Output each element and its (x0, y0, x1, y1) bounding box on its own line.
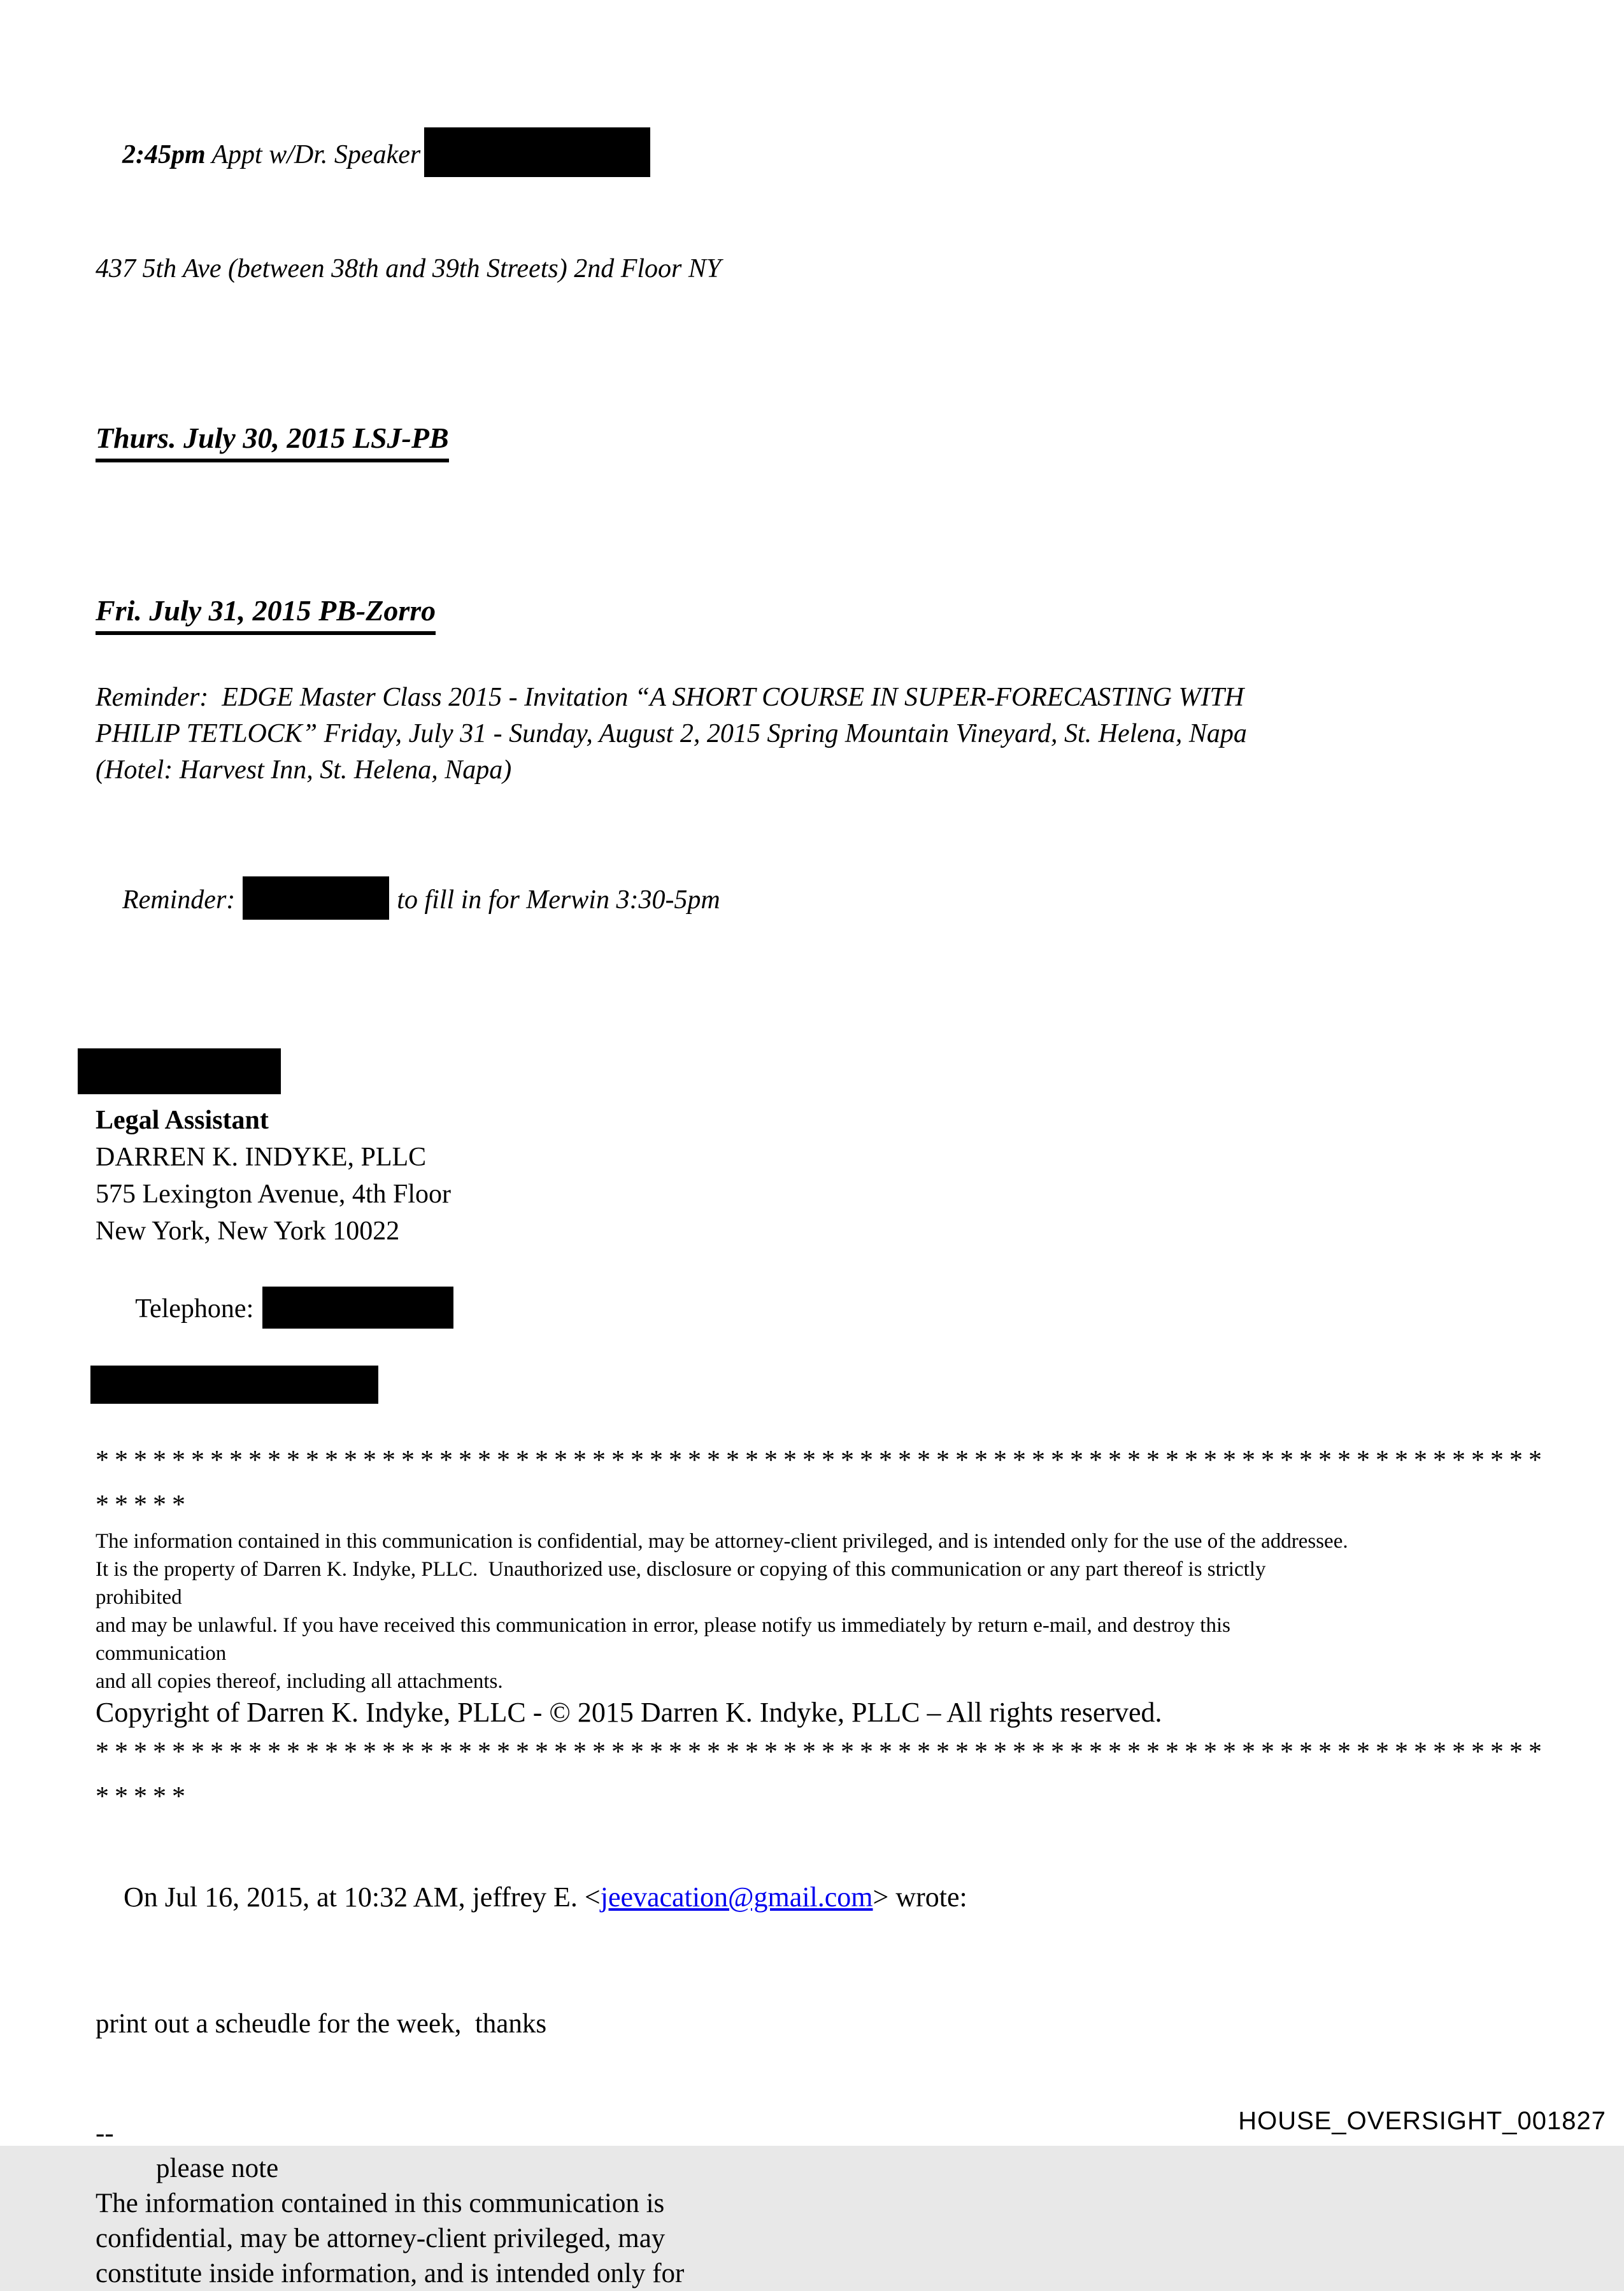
signature-block (96, 1102, 1624, 1404)
appointment-text: Appt w/Dr. Speaker (205, 140, 421, 169)
quoted-email-header (96, 1848, 1624, 1947)
message-body: print out a scheudle for the week, thanks (96, 2009, 547, 2039)
heading-thursday (96, 420, 1624, 462)
signature-firm: DARREN K. INDYKE, PLLC (96, 1143, 427, 1172)
quote-header-prefix: On Jul 16, 2015, at 10:32 AM, jeffrey E. < (124, 1881, 601, 1913)
quoted-notice-line-3: constitute inside information, and is intended only for (96, 2259, 685, 2288)
reminder-edge-line2: PHILIP TETLOCK” Friday, July 31 - Sunday, August 2, 2015 Spring Mountain Vineyard, St. Helena, Napa (96, 719, 1247, 748)
asterisk-separator-top (96, 1438, 1624, 1527)
asterisk-row-long-2: **************************************************************************** (96, 1738, 1548, 1767)
reminder-edge-line1: Reminder: EDGE Master Class 2015 - Invitation “A SHORT COURSE IN SUPER-FORECASTING WITH (96, 683, 1244, 712)
confidentiality-notice (96, 1527, 1624, 1695)
reminder-edge-line3: (Hotel: Harvest Inn, St. Helena, Napa) (96, 755, 512, 785)
quote-header-suffix: > wrote: (873, 1881, 967, 1913)
redaction-box-signature-name (78, 1048, 281, 1094)
phone-label: Telephone: (135, 1294, 254, 1324)
appointment-time: 2:45pm (122, 140, 206, 169)
signature-address2: New York, New York 10022 (96, 1217, 400, 1246)
quoted-notice-line-2: confidential, may be attorney-client privileged, may (96, 2223, 666, 2253)
quoted-signature-fragment (96, 2116, 1624, 2291)
heading-friday (96, 593, 1624, 635)
signature-address1: 575 Lexington Avenue, 4th Floor (96, 1180, 451, 1209)
appointment-line (96, 89, 1624, 215)
quoted-notice-line-1: The information contained in this communication is (96, 2188, 665, 2218)
signature-phone-line (96, 1250, 1624, 1366)
notice-line-2: It is the property of Darren K. Indyke, PLLC. Unauthorized use, disclosure or copying of this communication or any part thereof is strictly (96, 1558, 1266, 1581)
redaction-box-phone-number (262, 1287, 453, 1329)
notice-line-5: communication (96, 1642, 227, 1665)
copyright-line: Copyright of Darren K. Indyke, PLLC - © 2015 Darren K. Indyke, PLLC – All rights reserved. (96, 1697, 1162, 1728)
reminder-merwin-suffix: to fill in for Merwin 3:30-5pm (397, 885, 720, 915)
signature-dashes: -- (96, 2118, 114, 2148)
asterisk-row-short: ***** (96, 1490, 191, 1520)
redaction-box-contact-extra (90, 1366, 378, 1404)
reminder-edge-paragraph (96, 680, 1624, 789)
asterisk-row-long: **************************************************************************** (96, 1446, 1548, 1475)
notice-line-4: and may be unlawful. If you have received this communication in error, please notify us immediately by return e-mail, and destroy this (96, 1614, 1230, 1637)
reminder-merwin-prefix: Reminder: (122, 885, 236, 915)
signature-title: Legal Assistant (96, 1106, 269, 1135)
please-note-line: please note (156, 2153, 279, 2183)
asterisk-row-short-2: ***** (96, 1782, 191, 1811)
heading-friday-text: Fri. July 31, 2015 PB-Zorro (96, 593, 436, 635)
reminder-merwin-line (96, 833, 1624, 965)
bates-number: HOUSE_OVERSIGHT_001827 (1238, 2107, 1606, 2135)
heading-thursday-text: Thurs. July 30, 2015 LSJ-PB (96, 420, 449, 462)
redaction-box-merwin-name (243, 876, 389, 920)
notice-line-1: The information contained in this communication is confidential, may be attorney-client privileged, and is intended only for the use of the addressee. (96, 1530, 1348, 1553)
notice-line-3: prohibited (96, 1586, 182, 1609)
redaction-box-speaker-name (424, 127, 650, 177)
notice-line-6: and all copies thereof, including all attachments. (96, 1670, 503, 1693)
asterisk-separator-bottom (96, 1730, 1624, 1819)
email-link[interactable]: jeevacation@gmail.com (600, 1881, 873, 1913)
address-line: 437 5th Ave (between 38th and 39th Streets) 2nd Floor NY (96, 254, 722, 283)
